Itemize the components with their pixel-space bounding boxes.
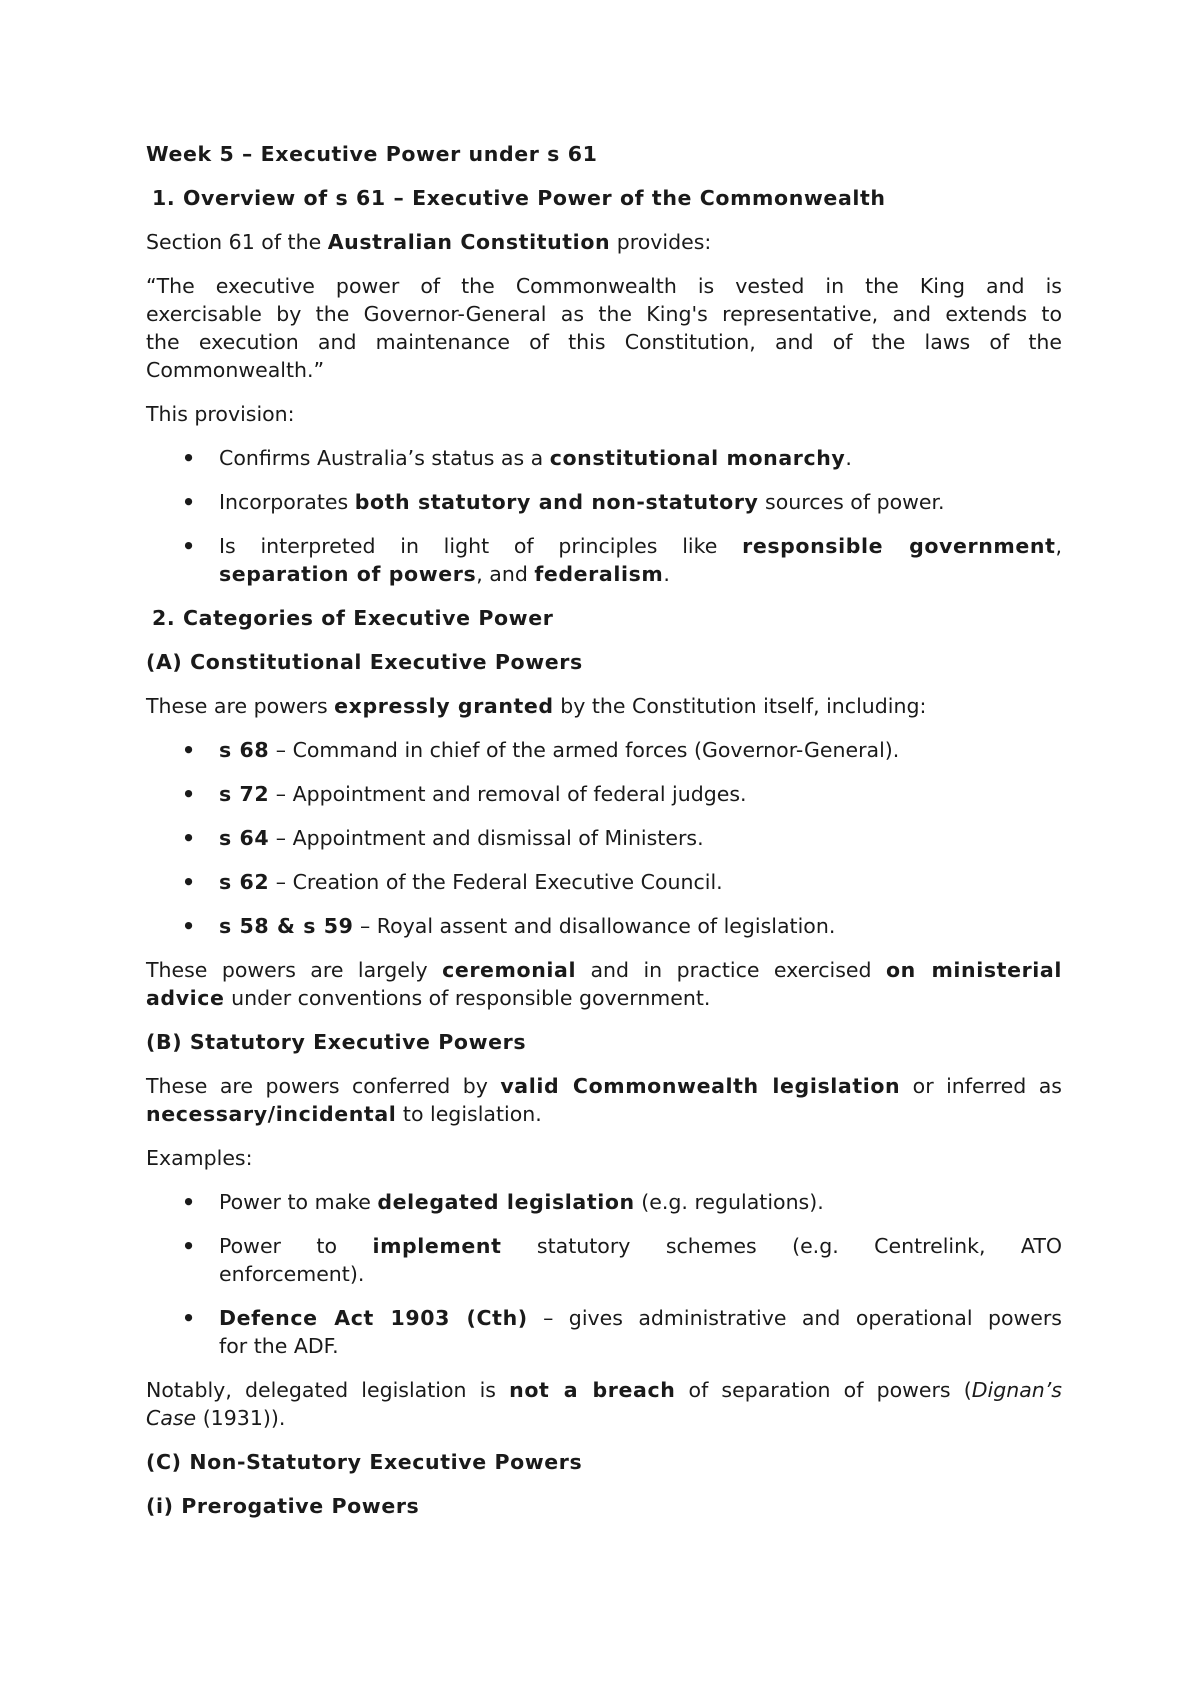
subsection-c-heading: (C) Non-Statutory Executive Powers <box>146 1450 583 1474</box>
list-item: • s 64 – Appointment and dismissal of Ministers. <box>146 824 1062 852</box>
subsection-a-intro: These are powers expressly granted by the Constitution itself, including: <box>146 694 927 718</box>
examples-label: Examples: <box>146 1146 253 1170</box>
s61-quote <box>146 272 1062 384</box>
subsection-b-heading: (B) Statutory Executive Powers <box>146 1030 527 1054</box>
delegated-legislation-note: Notably, delegated legislation is not a breach of separation of powers (Dignan’s Case (1931)). <box>146 1378 1062 1430</box>
list-item: • Power to make delegated legislation (e.g. regulations). <box>146 1188 1062 1216</box>
prerogative-powers-heading: (i) Prerogative Powers <box>146 1494 420 1518</box>
constitutional-powers-list <box>146 736 1062 940</box>
document-page <box>146 140 1062 1536</box>
list-item: • s 62 – Creation of the Federal Executive Council. <box>146 868 1062 896</box>
provision-list <box>146 444 1062 588</box>
quote-line: exercisable by the Governor-General as the King's representative, and extends to <box>146 302 1062 326</box>
document-title: Week 5 – Executive Power under s 61 <box>146 142 598 166</box>
list-item: • Defence Act 1903 (Cth) – gives administrative and operational powers for the ADF. <box>146 1304 1062 1360</box>
list-item: • Is interpreted in light of principles like responsible government, separation of powers, and federalism. <box>146 532 1062 588</box>
list-item: • s 72 – Appointment and removal of federal judges. <box>146 780 1062 808</box>
intro-bold: Australian Constitution <box>327 230 611 254</box>
subsection-b-intro: These are powers conferred by valid Commonwealth legislation or inferred as necessary/incidental to legislation. <box>146 1074 1062 1126</box>
quote-line: the execution and maintenance of this Constitution, and of the laws of the <box>146 330 1062 354</box>
intro-text-end: provides: <box>610 230 712 254</box>
provision-intro: This provision: <box>146 402 295 426</box>
subsection-a-outro: These powers are largely ceremonial and in practice exercised on ministerial advice under conventions of responsible government. <box>146 958 1062 1010</box>
list-item: • Power to implement statutory schemes (e.g. Centrelink, ATO enforcement). <box>146 1232 1062 1288</box>
statutory-examples-list <box>146 1188 1062 1360</box>
list-item: • s 68 – Command in chief of the armed forces (Governor-General). <box>146 736 1062 764</box>
intro-text: Section 61 of the <box>146 230 328 254</box>
section-1-intro <box>146 228 1062 256</box>
subsection-a-heading: (A) Constitutional Executive Powers <box>146 650 583 674</box>
section-2-heading: 2. Categories of Executive Power <box>152 606 554 630</box>
quote-line: “The executive power of the Commonwealth is vested in the King and is <box>146 274 1062 298</box>
list-item: • s 58 & s 59 – Royal assent and disallowance of legislation. <box>146 912 1062 940</box>
section-1-heading: 1. Overview of s 61 – Executive Power of the Commonwealth <box>152 186 886 210</box>
list-item: • Confirms Australia’s status as a constitutional monarchy. <box>146 444 1062 472</box>
list-item: • Incorporates both statutory and non-statutory sources of power. <box>146 488 1062 516</box>
quote-line: Commonwealth.” <box>146 358 325 382</box>
